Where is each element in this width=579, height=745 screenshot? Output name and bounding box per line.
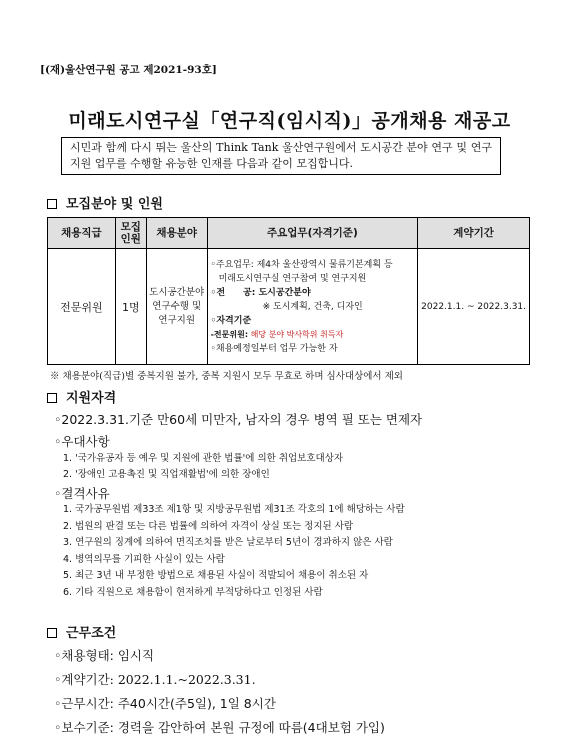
preference-title: ◦우대사항 xyxy=(54,434,110,449)
age-requirement: ◦2022.3.31.기준 만60세 미만자, 남자의 경우 병역 필 또는 면제자 xyxy=(54,412,423,427)
section-title-conditions xyxy=(47,622,116,641)
cell-duties xyxy=(207,249,418,365)
qualification-detail-label: -전문위원: xyxy=(210,329,249,339)
section-title-text: 모집분야 및 인원 xyxy=(66,197,163,212)
list-item: 1. '국가유공자 등 예우 및 지원에 관한 법률'에 의한 취업보호대상자 xyxy=(63,453,344,464)
header-count: 모집인원 xyxy=(115,218,146,249)
list-item: 2. '장애인 고용촉진 및 직업재활법'에 의한 장애인 xyxy=(63,469,270,480)
duty-line-2: 미래도시연구실 연구참여 및 연구지원 xyxy=(218,273,367,284)
section-title-recruitment xyxy=(47,193,163,212)
header-period: 계약기간 xyxy=(418,218,530,249)
checkbox-square-icon xyxy=(47,628,57,638)
checkbox-square-icon xyxy=(47,199,57,209)
table-header-row xyxy=(48,218,530,249)
disqualification-title: ◦결격사유 xyxy=(54,486,110,501)
cell-count: 1명 xyxy=(115,249,146,365)
list-item: 4. 병역의무를 기피한 사실이 있는 사람 xyxy=(63,553,225,565)
notice-number: [(재)울산연구원 공고 제2021-93호] xyxy=(40,64,217,76)
cell-period: 2022.1.1. ~ 2022.3.31. xyxy=(418,249,530,365)
list-item: 2. 법원의 판결 또는 다른 법률에 의하여 자격이 상실 또는 정지된 사람 xyxy=(63,520,354,532)
section-title-text: 근무조건 xyxy=(66,626,117,641)
footnote: ※ 채용분야(직급)별 중복지원 불가, 중복 지원시 모두 무효로 하며 심사대상에서 제외 xyxy=(50,371,403,382)
header-duties: 주요업무(자격기준) xyxy=(207,218,418,249)
intro-box: 시민과 함께 다시 뛰는 울산의 Think Tank 울산연구원에서 도시공간 분야 연구 및 연구지원 업무를 수행할 유능한 인재를 다음과 같이 모집합니다. xyxy=(61,137,501,175)
table-row xyxy=(48,249,530,365)
list-item: 6. 기타 직원으로 채용함이 현저하게 부적당하다고 인정된 사람 xyxy=(63,586,323,598)
cell-field: 도시공간분야 연구수행 및 연구지원 xyxy=(146,249,207,365)
preference-list xyxy=(63,451,343,483)
list-item: 3. 연구원의 징계에 의하여 면직조치를 받은 날로부터 5년이 경과하지 않은 사람 xyxy=(63,537,393,548)
qualification-detail xyxy=(211,328,415,342)
cell-grade: 전문위원 xyxy=(48,249,116,365)
checkbox-square-icon xyxy=(47,393,57,403)
qualification-label: ◦자격기준 xyxy=(210,315,252,326)
condition-contract-period: ◦계약기간: 2022.1.1.~2022.3.31. xyxy=(54,672,256,687)
condition-pay: ◦보수기준: 경력을 감안하여 본원 규정에 따름(4대보험 가입) xyxy=(54,720,385,735)
recruitment-table xyxy=(47,217,530,365)
header-grade: 채용직급 xyxy=(48,218,116,249)
duty-line-1: ◦주요업무: 제4차 울산광역시 물류기본계획 등 xyxy=(210,259,393,270)
list-item: 1. 국가공무원법 제33조 제1항 및 지방공무원법 제31조 각호의 1에 해당하는 사람 xyxy=(63,504,405,515)
page-title: 미래도시연구실「연구직(임시직)」공개채용 재공고 xyxy=(68,110,511,132)
condition-work-hours: ◦근무시간: 주40시간(주5일), 1일 8시간 xyxy=(54,696,276,711)
major-note: ※ 도시계획, 건축, 디자인 xyxy=(262,301,363,312)
header-field: 채용분야 xyxy=(146,218,207,249)
list-item: 5. 최근 3년 내 부정한 방법으로 채용된 사실이 적발되어 채용이 취소된 자 xyxy=(63,570,369,581)
section-title-text: 지원자격 xyxy=(66,391,117,406)
section-title-qualification xyxy=(47,387,116,406)
qualification-detail-text: 해당 분야 박사학위 취득자 xyxy=(248,329,344,339)
start-note: ◦채용예정일부터 업무 가능한 자 xyxy=(210,343,338,354)
condition-employment-type: ◦채용형태: 임시직 xyxy=(54,648,155,663)
major-label: ◦전 공: 도시공간분야 xyxy=(210,287,311,298)
disqualification-list xyxy=(63,502,405,601)
